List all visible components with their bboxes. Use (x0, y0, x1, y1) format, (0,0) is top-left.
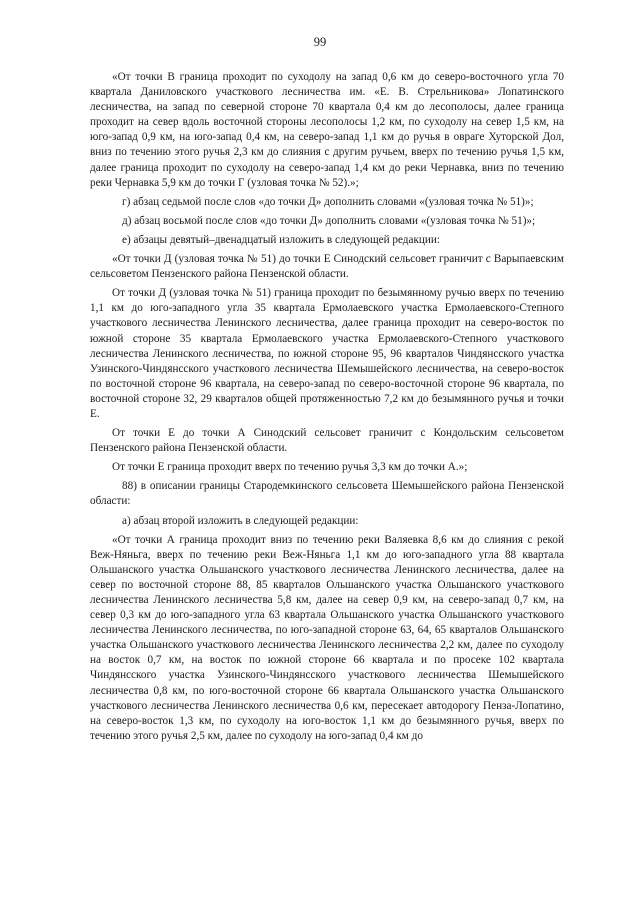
paragraph-item-d: д) абзац восьмой после слов «до точки Д» дополнить словами «(узловая точка № 51)»; (122, 214, 536, 227)
paragraph-item-a: а) абзац второй изложить в следующей редакции: (122, 514, 359, 527)
page-number: 99 (313, 35, 327, 49)
paragraph-point-v-boundary: «От точки В граница проходит по суходолу на запад 0,6 км до северо-восточного угла 70 квартала Даниловского участкового лесничества им. «Е. В. Стрельникова» Лопатинского лесничества, на запад по северной стороне 70 квартала 0,4 км до лесополосы, далее граница проходит на север вдоль восточной стороны лесополосы 1,2 км, по суходолу на север 1,5 км, на юго-запад 0,9 км, на юго-запад 0,4 км, на северо-запад 1,1 км до ручья в овраге Хуторской Дол, вниз по течению этого ручья 2,3 км до слияния с другим ручьем, вверх по течению ручья 1,5 км, далее граница проходит по суходолу на северо-запад 1,4 км до реки Чернавка, вниз по течению реки Чернавка 5,9 км до точки Г (узловая точка № 52).»; (90, 71, 564, 189)
paragraph-item-88: 88) в описании границы Стародемкинского сельсовета Шемышейского района Пензенской области: (90, 480, 564, 508)
paragraph-point-d-route: От точки Д (узловая точка № 51) граница проходит по безымянному ручью вверх по течению 1,1 км до юго-западного угла 35 квартала Ермолаевского участка Ермолаевского-Степного участкового лесничества Ленинского лесничества, далее граница проходит на северо-восток по южной стороне 35 квартала Ермолаевского участка Ермолаевского-Степного участкового лесничества Ленинского лесничества, по южной стороне 95, 96 кварталов Чиндянсского участка Узинского-Чиндянсского участкового лесничества Шемышейского лесничества, на северо-восток по восточной стороне 96 квартала, на северо-запад по северо-восточной стороне 96 квартала, по восточной стороне 32, 29 кварталов общей протяженностью 7,2 км до безымянного ручья и точки Е. (90, 287, 564, 420)
paragraph-item-g: г) абзац седьмой после слов «до точки Д» дополнить словами «(узловая точка № 51)»; (122, 195, 534, 208)
paragraph-point-a-route: «От точки А граница проходит вниз по течению реки Валяевка 8,6 км до слияния с рекой Веж-Няньга, вверх по течению реки Веж-Няньга 1,1 км до юго-западного угла 88 квартала Ольшанского участка Ольшанского участкового лесничества Ленинского лесничества, далее на север по восточной стороне 88, 85 кварталов Ольшанского участка Ольшанского участкового лесничества Ленинского лесничества 5,8 км, далее на север 0,9 км, на северо-запад 0,7 км, на север 0,3 км до юго-западного угла 63 квартала Ольшанского участка Ольшанского участкового лесничества Ленинского лесничества, по юго-западной стороне 63, 64, 65 кварталов Ольшанского участка Ольшанского участкового лесничества Ленинского лесничества 2,2 км, далее по суходолу на восток 0,7 км, на восток по южной стороне 66 квартала и по просеке 102 квартала Чиндянсского участка Узинского-Чиндянсского участкового лесничества Шемышейского лесничества 0,8 км, по юго-восточной стороне 66 квартала Ольшанского участка Ольшанского участкового лесничества Ленинского лесничества 0,6 км, пересекает автодорогу Пенза-Лопатино, на северо-восток 1,3 км, по суходолу на юго-восток 1,1 км до безымянного ручья, вверх по течению этого ручья 2,5 км, далее по суходолу на юго-запад 0,4 км до (90, 533, 564, 742)
paragraph-point-e-boundary: От точки Е до точки А Синодский сельсовет граничит с Кондольским сельсоветом Пензенского района Пензенской области. (90, 427, 564, 455)
document-body (90, 70, 564, 748)
paragraph-point-e-route: От точки Е граница проходит вверх по течению ручья 3,3 км до точки А.»; (112, 461, 468, 474)
paragraph-item-e: е) абзацы девятый–двенадцатый изложить в следующей редакции: (122, 233, 440, 246)
paragraph-point-d-boundary: «От точки Д (узловая точка № 51) до точки Е Синодский сельсовет граничит с Варыпаевским сельсоветом Пензенского района Пензенской области. (90, 253, 564, 281)
